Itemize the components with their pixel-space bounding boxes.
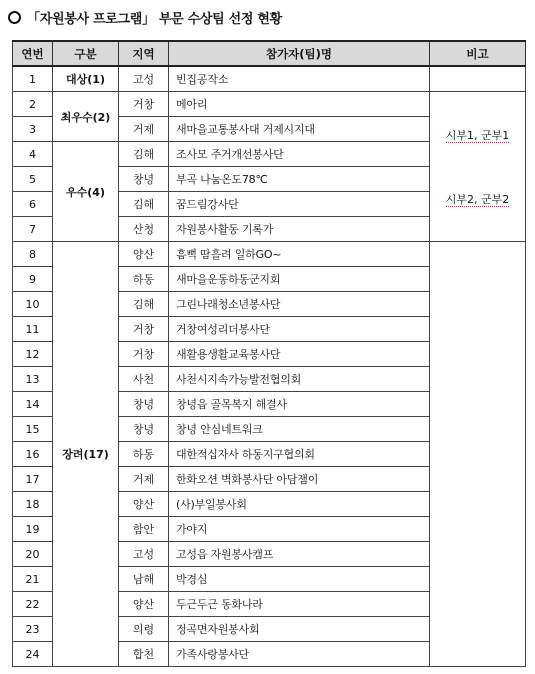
cell-no: 3 [13,117,53,142]
cell-no: 4 [13,142,53,167]
table-header-row [13,41,526,66]
cell-region: 남해 [119,567,169,592]
cell-note [430,66,526,92]
cell-participant: 박경심 [169,567,430,592]
cell-region: 양산 [119,492,169,517]
cell-no: 20 [13,542,53,567]
cell-region: 사천 [119,367,169,392]
header-participant: 참가자(팀)명 [169,41,430,66]
cell-no: 19 [13,517,53,542]
category-grand: 대상(1) [53,66,119,92]
cell-no: 24 [13,642,53,667]
cell-no: 16 [13,442,53,467]
header-category: 구분 [53,41,119,66]
header-region: 지역 [119,41,169,66]
cell-participant: 가야지 [169,517,430,542]
cell-participant: 흠뻑 땀흘려 일하GO~ [169,242,430,267]
cell-region: 거창 [119,342,169,367]
cell-no: 10 [13,292,53,317]
table-row [13,92,526,117]
cell-no: 11 [13,317,53,342]
cell-region: 하동 [119,267,169,292]
cell-participant: 정곡면자원봉사회 [169,617,430,642]
cell-participant: 새마을운동하동군지회 [169,267,430,292]
cell-participant: 자원봉사활동 기록가 [169,217,430,242]
cell-no: 9 [13,267,53,292]
cell-no: 1 [13,66,53,92]
category-excellence: 최우수(2) [53,92,119,142]
cell-no: 17 [13,467,53,492]
cell-region: 창녕 [119,392,169,417]
cell-participant: 창녕읍 골목복지 해결사 [169,392,430,417]
note-excellence: 시부1, 군부1 [445,128,510,142]
cell-participant: (사)부일봉사회 [169,492,430,517]
award-table [12,40,526,667]
cell-no: 13 [13,367,53,392]
cell-participant: 창녕 안심네트워크 [169,417,430,442]
cell-no: 15 [13,417,53,442]
cell-participant: 빈집공작소 [169,66,430,92]
cell-participant: 새활용생활교육봉사단 [169,342,430,367]
cell-region: 거창 [119,317,169,342]
cell-participant: 메아리 [169,92,430,117]
cell-region: 거제 [119,467,169,492]
cell-region: 양산 [119,242,169,267]
cell-no: 12 [13,342,53,367]
cell-no: 22 [13,592,53,617]
note-merit: 시부2, 군부2 [445,192,510,206]
cell-region: 김해 [119,292,169,317]
cell-participant: 거창여성리더봉사단 [169,317,430,342]
category-merit: 우수(4) [53,142,119,242]
note-cell-empty [430,242,526,667]
note-cell [430,92,526,242]
cell-participant: 고성읍 자원봉사캠프 [169,542,430,567]
category-encouragement: 장려(17) [53,242,119,667]
cell-participant: 부곡 나눔온도78℃ [169,167,430,192]
cell-region: 김해 [119,192,169,217]
cell-participant: 두근두근 동화나라 [169,592,430,617]
header-no: 연번 [13,41,53,66]
cell-no: 14 [13,392,53,417]
header-note: 비고 [430,41,526,66]
cell-region: 고성 [119,542,169,567]
cell-no: 8 [13,242,53,267]
cell-region: 합천 [119,642,169,667]
cell-participant: 새마을교통봉사대 거제시지대 [169,117,430,142]
cell-region: 의령 [119,617,169,642]
cell-region: 하동 [119,442,169,467]
cell-no: 23 [13,617,53,642]
cell-region: 산청 [119,217,169,242]
page-title-text: 「자원봉사 프로그램」 부문 수상팀 선정 현황 [27,11,282,27]
cell-region: 거창 [119,92,169,117]
cell-region: 창녕 [119,167,169,192]
cell-no: 5 [13,167,53,192]
cell-no: 18 [13,492,53,517]
table-row [13,242,526,267]
cell-participant: 꿈드림강사단 [169,192,430,217]
cell-no: 7 [13,217,53,242]
cell-region: 고성 [119,66,169,92]
cell-region: 함안 [119,517,169,542]
cell-region: 김해 [119,142,169,167]
page-title [8,6,282,28]
circle-bullet-icon [8,11,21,24]
cell-participant: 조사모 주거개선봉사단 [169,142,430,167]
cell-region: 양산 [119,592,169,617]
cell-region: 거제 [119,117,169,142]
cell-participant: 가족사랑봉사단 [169,642,430,667]
cell-participant: 그린나래청소년봉사단 [169,292,430,317]
table-row [13,66,526,92]
cell-participant: 대한적십자사 하동지구협의회 [169,442,430,467]
cell-no: 6 [13,192,53,217]
cell-no: 2 [13,92,53,117]
cell-region: 창녕 [119,417,169,442]
cell-participant: 한화오션 벽화봉사단 아담잼이 [169,467,430,492]
cell-no: 21 [13,567,53,592]
cell-participant: 사천시지속가능발전협의회 [169,367,430,392]
